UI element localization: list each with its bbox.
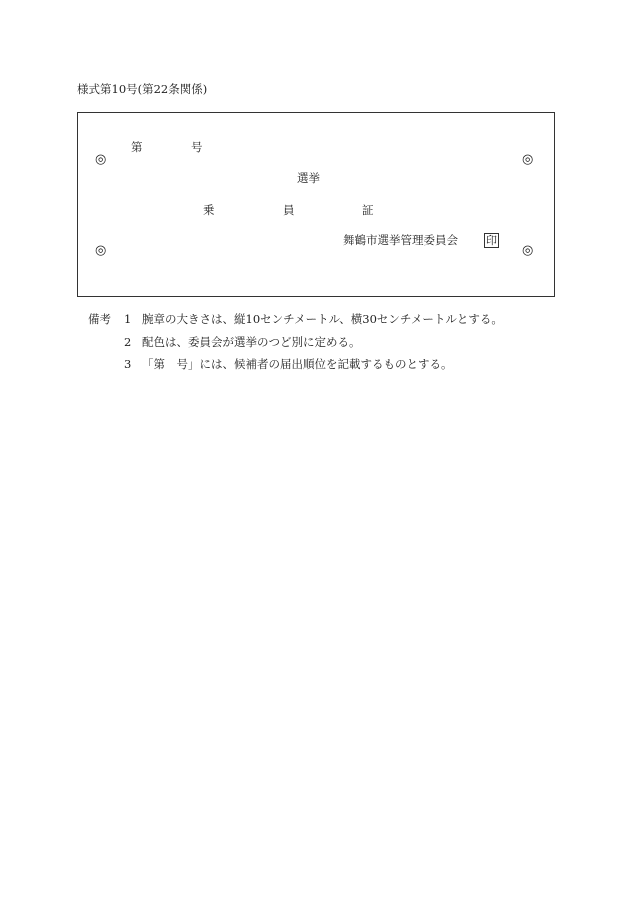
form-title: 様式第10号(第22条関係) xyxy=(77,82,208,96)
double-circle-mark-bottom-left: ◎ xyxy=(95,243,107,258)
double-circle-mark-bottom-right: ◎ xyxy=(522,243,534,258)
role-char-1: 乗 xyxy=(203,203,215,217)
note-text-3: 「第 号」には、候補者の届出順位を記載するものとする。 xyxy=(142,357,453,371)
number-suffix: 号 xyxy=(191,140,203,154)
issuer-name: 舞鶴市選挙管理委員会 xyxy=(343,233,458,247)
notes-heading: 備考 xyxy=(88,312,111,326)
double-circle-mark-top-right: ◎ xyxy=(522,152,534,167)
note-number-3: 3 xyxy=(124,357,132,371)
seal-box: 印 xyxy=(486,234,497,247)
number-prefix: 第 xyxy=(131,140,143,154)
note-text-2: 配色は、委員会が選挙のつど別に定める。 xyxy=(142,335,361,349)
role-char-2: 員 xyxy=(283,203,295,217)
double-circle-mark-top-left: ◎ xyxy=(95,152,107,167)
election-label: 選挙 xyxy=(297,171,320,185)
note-number-2: 2 xyxy=(124,335,132,349)
role-char-3: 証 xyxy=(362,203,374,217)
note-number-1: 1 xyxy=(124,312,132,326)
note-text-1: 腕章の大きさは、縦10センチメートル、横30センチメートルとする。 xyxy=(142,312,503,326)
armband-form-box xyxy=(77,112,555,297)
seal-mark xyxy=(484,233,499,248)
